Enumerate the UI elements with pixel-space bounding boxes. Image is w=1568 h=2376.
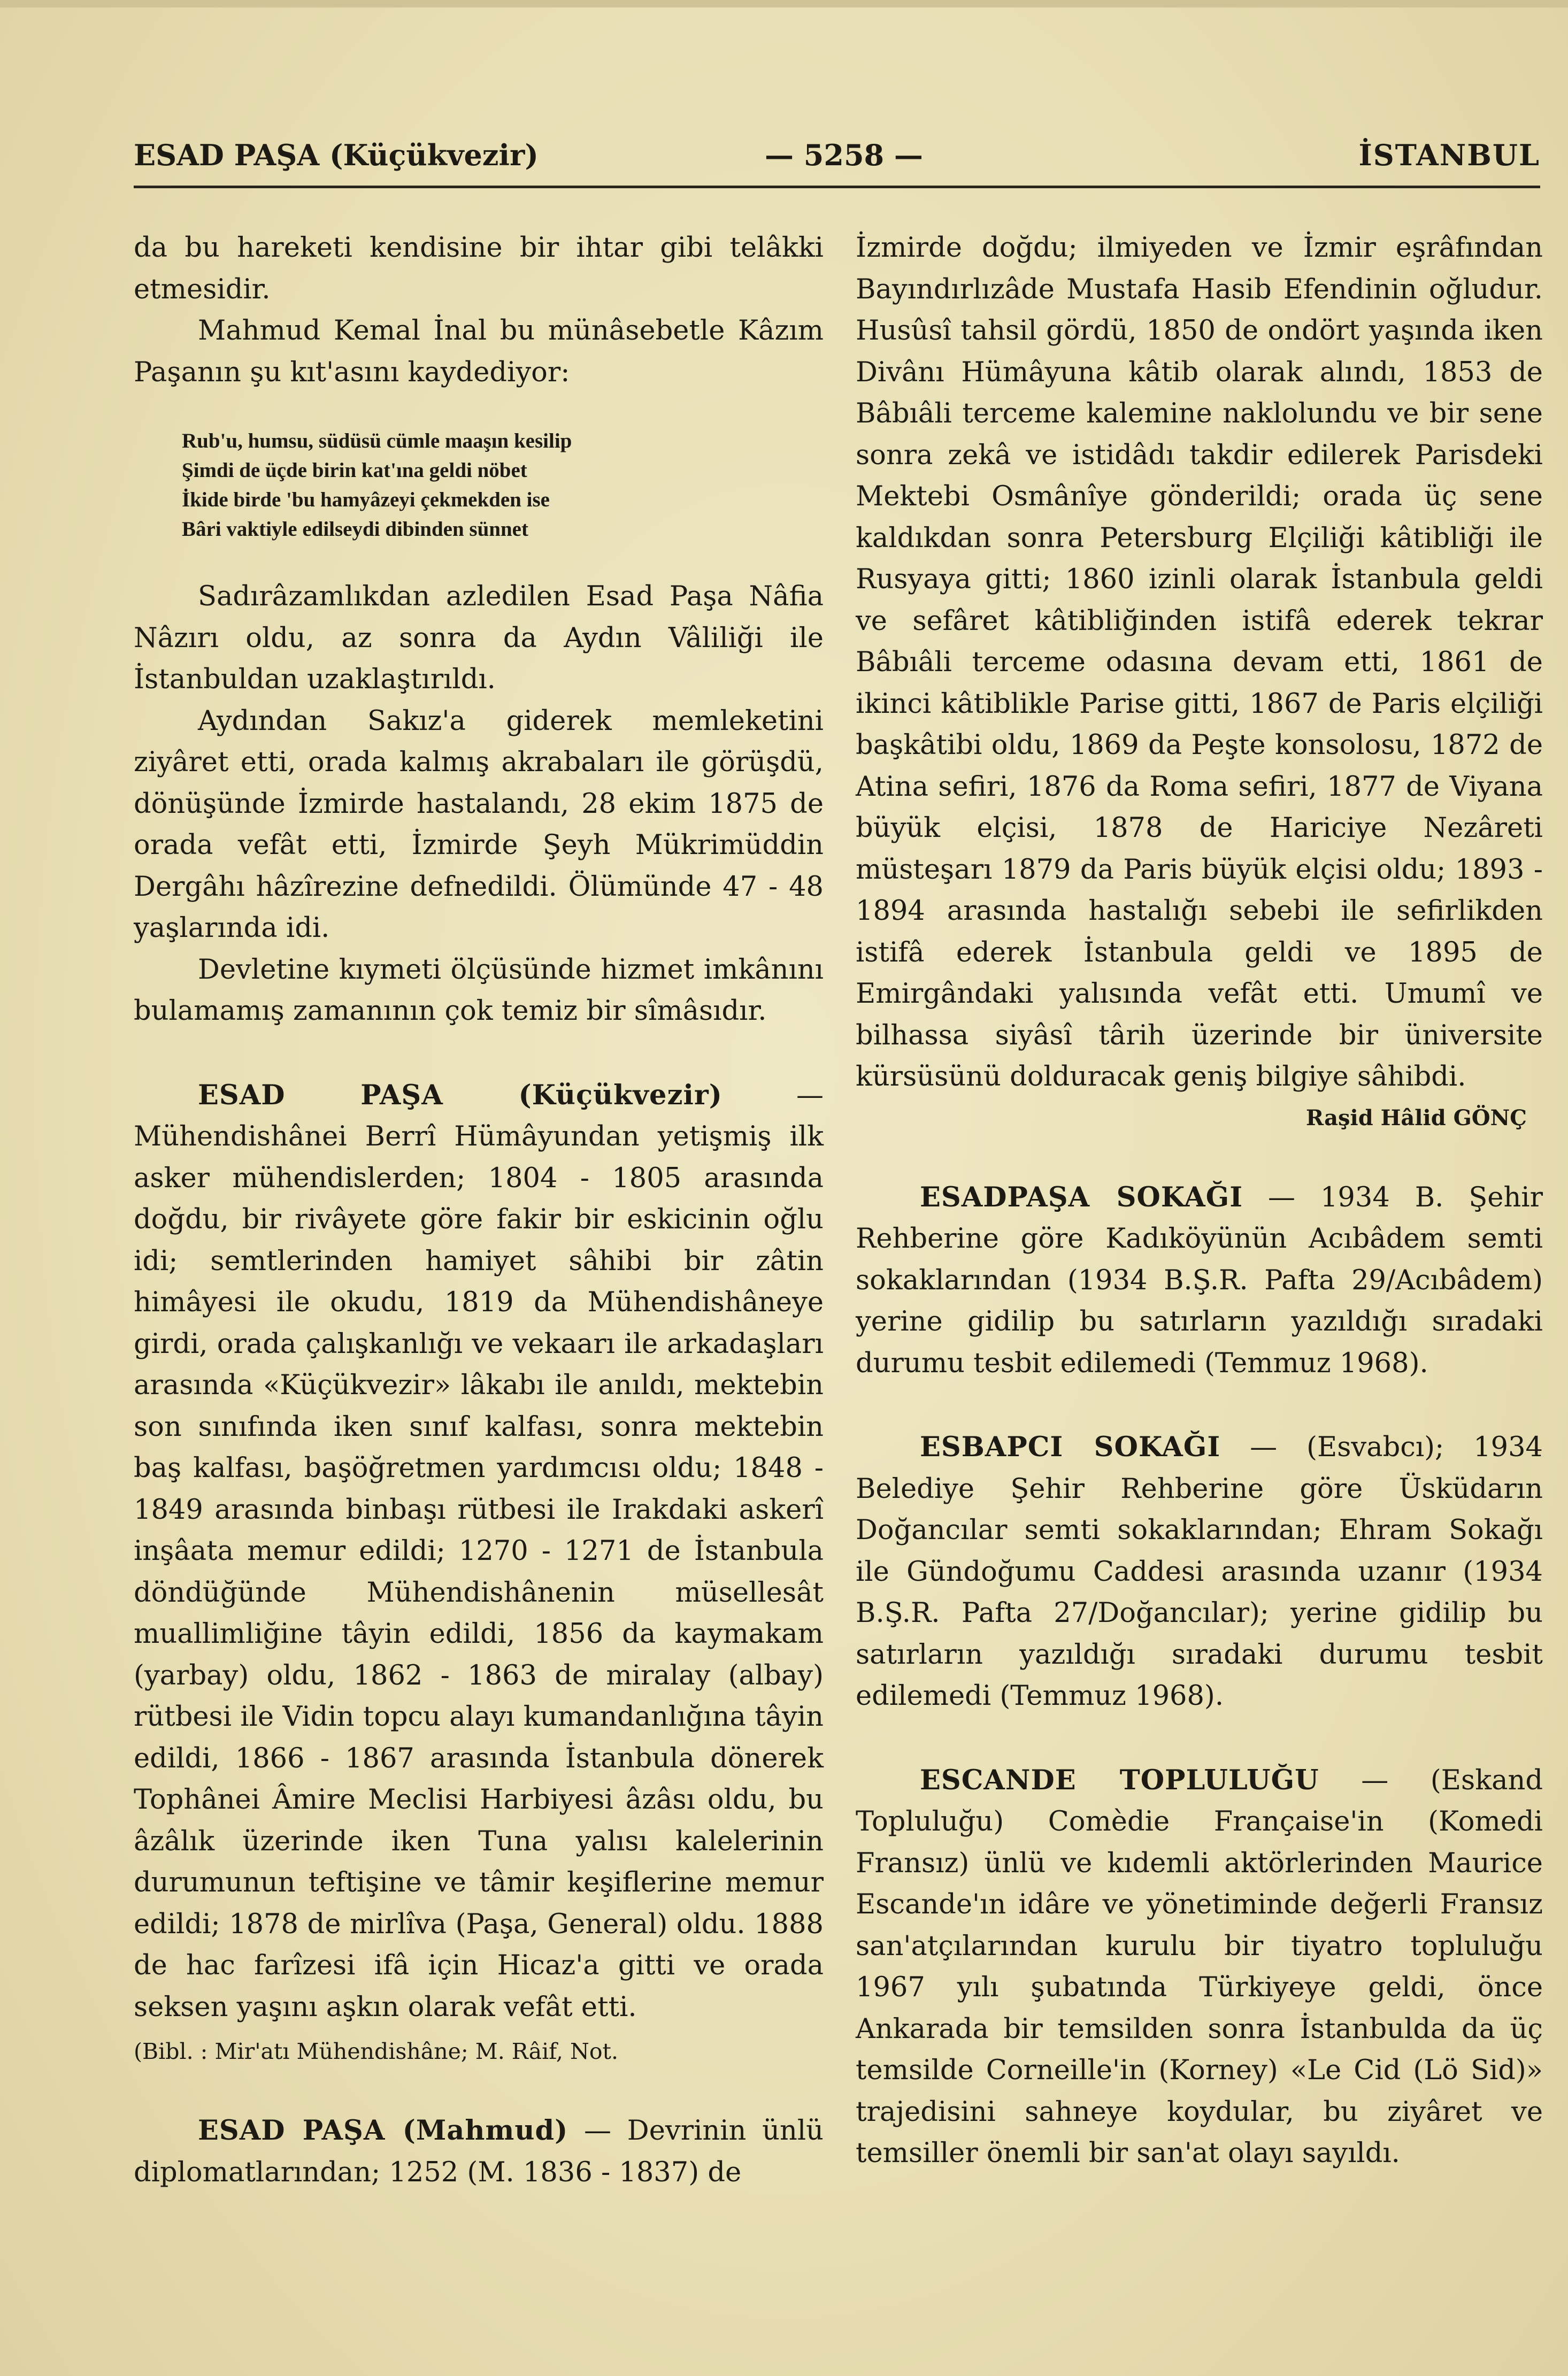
entry-headword: ESBAPCI SOKAĞI — [920, 1431, 1221, 1463]
author-signature: Raşid Hâlid GÖNÇ — [1305, 1105, 1527, 1131]
encyclopedia-entry — [134, 1075, 824, 2028]
paragraph: da bu hareketi kendisine bir ihtar gibi telâkki etmesidir. — [134, 232, 824, 305]
left-column — [134, 227, 824, 2193]
encyclopedia-entry — [134, 2110, 824, 2193]
page-number: — 5258 — — [765, 138, 923, 172]
running-header — [134, 136, 1540, 174]
encyclopedia-entry — [856, 1760, 1543, 2174]
verse-line: İkide birde 'bu hamyâzeyi çekmekden ise — [182, 488, 550, 511]
right-column — [856, 227, 1543, 2174]
entry-headword: ESADPAŞA SOKAĞI — [920, 1181, 1243, 1213]
verse-quote — [182, 426, 824, 544]
entry-text: — (Eskand Topluluğu) Comèdie Française'in (Komedi Fransız) ünlü ve kıdemli aktörlerinden Maurice Escande'ın idâre ve yönetiminde değerli Fransız san'atçılarından kurulu bir tiyatro topluluğu 1967 yılı şubatında Türkiyeye geldi, önce Ankarada bir temsilden sonra İstanbulda da üç temsilde Corneille'in (Korney) «Le Cid (Lö Sid)» trajedisini sahneye koydular, bu ziyâret ve temsiller önemli bir san'at olayı sayıldı. — [856, 1764, 1543, 2169]
bibliography: (Bibl. : Mir'atı Mühendishâne; M. Râif, Not. — [134, 2039, 619, 2064]
header-left-title: ESAD PAŞA (Küçükvezir) — [134, 138, 539, 172]
verse-line: Rub'u, humsu, südüsü cümle maaşın kesilip — [182, 429, 572, 452]
entry-headword: ESCANDE TOPLULUĞU — [920, 1764, 1319, 1796]
header-rule — [134, 186, 1540, 188]
verse-line: Bâri vaktiyle edilseydi dibinden sünnet — [182, 518, 528, 541]
entry-text: — Devrinin ünlü diplomatlarından; 1252 (M. 1836 - 1837) de — [134, 2115, 824, 2188]
entry-text: — (Esvabcı); 1934 Belediye Şehir Rehberine göre Üsküdarın Doğancılar semti sokaklarından; Ehram Sokağı ile Gündoğumu Caddesi arasında uzanır (1934 B.Ş.R. Pafta 27/Doğancılar); yerine gidilip bu satırların yazıldığı sıradaki durumu tesbit edilemedi (Temmuz 1968). — [856, 1432, 1543, 1712]
encyclopedia-entry — [856, 1427, 1543, 1717]
paragraph: Sadırâzamlıkdan azledilen Esad Paşa Nâfia Nâzırı oldu, az sonra da Aydın Vâliliği ile İstanbuldan uzaklaştırıldı. — [134, 581, 824, 695]
entry-text: — 1934 B. Şehir Rehberine göre Kadıköyünün Acıbâdem semti sokaklarından (1934 B.Ş.R. Pafta 29/Acıbâdem) yerine gidilip bu satırların yazıldığı sıradaki durumu tesbit edilemedi (Temmuz 1968). — [856, 1181, 1543, 1379]
paragraph: Devletine kıymeti ölçüsünde hizmet imkânını bulamamış zamanının çok temiz bir sîmâsıdır. — [134, 954, 824, 1027]
encyclopedia-entry — [856, 1177, 1543, 1385]
page-top-edge — [0, 0, 1568, 7]
entry-text: — Mühendishânei Berrî Hümâyundan yetişmiş ilk asker mühendislerden; 1804 - 1805 arasında doğdu, bir rivâyete göre fakir bir eskicinin oğlu idi; semtlerinden hamiyet sâhibi bir zâtin himâyesi ile okudu, 1819 da Mühendishâneye girdi, orada çalışkanlığı ve vekaarı ile arkadaşları arasında «Küçükvezir» lâkabı ile anıldı, mektebin son sınıfında iken sınıf kalfası, sonra mektebin baş kalfası, başöğretmen yardımcısı oldu; 1848 - 1849 arasında binbaşı rütbesi ile Irakdaki askerî inşâata memur edildi; 1270 - 1271 de İstanbula döndüğünde Mühendishânenin müsellesât muallimliğine tâyin edildi, 1856 da kaymakam (yarbay) oldu, 1862 - 1863 de miralay (albay) rütbesi ile Vidin topcu alayı kumandanlığına tâyin edildi, 1866 - 1867 arasında İstanbula dönerek Tophânei Âmire Meclisi Harbiyesi âzâsı oldu, bu âzâlık üzerinde iken Tuna yalısı kalelerinin durumunun teftişine ve tâmir keşiflerine memur edildi; 1878 de mirlîva (Paşa, General) oldu. 1888 de hac farîzesi ifâ için Hicaz'a gitti ve orada seksen yaşını aşkın olarak vefât etti. — [134, 1079, 824, 2023]
header-right-title: İSTANBUL — [1358, 138, 1540, 172]
entry-headword: ESAD PAŞA (Mahmud) — [198, 2114, 568, 2147]
paragraph: Aydından Sakız'a giderek memleketini ziyâret etti, orada kalmış akrabaları ile görüşdü, dönüşünde İzmirde hastalandı, 28 ekim 1875 de orada vefât etti, İzmirde Şeyh Mükrimüddin Dergâhı hâzîrezine defnedildi. Ölümünde 47 - 48 yaşlarında idi. — [134, 705, 824, 944]
verse-line: Şimdi de üçde birin kat'ına geldi nöbet — [182, 459, 527, 482]
paragraph: Mahmud Kemal İnal bu münâsebetle Kâzım Paşanın şu kıt'asını kaydediyor: — [134, 315, 824, 388]
paragraph: İzmirde doğdu; ilmiyeden ve İzmir eşrâfından Bayındırlızâde Mustafa Hasib Efendinin oğludur. Husûsî tahsil gördü, 1850 de ondört yaşında iken Divânı Hümâyuna kâtib olarak alındı, 1853 de Bâbıâli terceme kalemine naklolundu ve bir sene sonra zekâ ve istidâdı takdir edilerek Parisdeki Mektebi Osmânîye gönderildi; orada üç sene kaldıkdan sonra Petersburg Elçiliği kâtibliği ile Rusyaya gitti; 1860 izinli olarak İstanbula geldi ve sefâret kâtibliğinden istifâ ederek tekrar Bâbıâli terceme odasına devam etti, 1861 de ikinci kâtiblikle Parise gitti, 1867 de Paris elçiliği başkâtibi oldu, 1869 da Peşte konsolosu, 1872 de Atina sefiri, 1876 da Roma sefiri, 1877 de Viyana büyük elçisi, 1878 de Hariciye Nezâreti müsteşarı 1879 da Paris büyük elçisi oldu; 1893 - 1894 arasında hastalığı sebebi ile sefirlikden istifâ ederek İstanbula geldi ve 1895 de Emirgândaki yalısında vefât etti. Umumî ve bilhassa siyâsî târih üzerinde bir üniversite kürsüsünü dolduracak geniş bilgiye sâhibdi. — [856, 232, 1543, 1093]
entry-headword: ESAD PAŞA (Küçükvezir) — [198, 1079, 722, 1111]
